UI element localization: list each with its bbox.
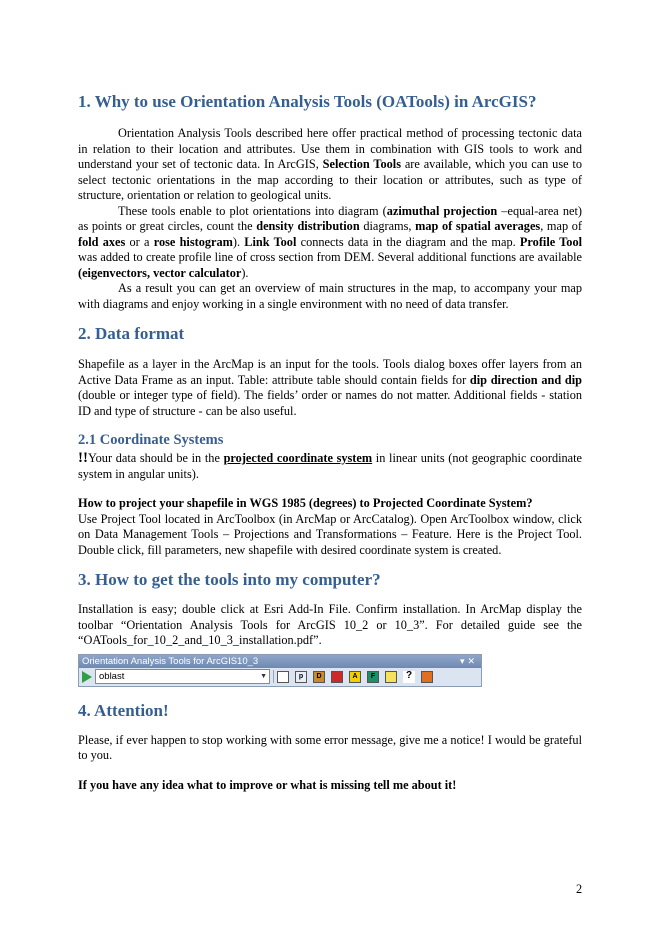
section-4-paragraph-2: If you have any idea what to improve or what is missing tell me about it! — [78, 777, 457, 792]
section-2-1-title: 2.1 Coordinate Systems — [78, 432, 224, 448]
section-1-paragraph-1: Orientation Analysis Tools described here offer practical method of processing tectonic data in relation to their location and attributes. Use them in combination with GIS tools to work and understand your set of tectonic data. In ArcGIS, Selection Tools are available, which you can use to select tectonic orientations in the map according to their location or attributes, such as type of structure, orientation or relation to geological units. — [78, 126, 582, 202]
link-icon — [421, 671, 433, 683]
toolbar-separator — [273, 670, 274, 683]
section-4-paragraph-1: Please, if ever happen to stop working with some error message, give me a notice! I would be grateful to you. — [78, 732, 582, 762]
toolbar-window-controls: ▾✕ — [459, 655, 478, 666]
density-icon — [331, 671, 343, 683]
green-arrow-icon — [82, 671, 92, 683]
section-3-paragraph: Installation is easy; double click at Esri Add-In File. Confirm installation. In ArcMap display the toolbar “Orientation Analysis Tools for ArcGIS 10_2 or 10_3”. For detailed guide see the “OATools_for_10_2_and_10_3_installation.pdf”. — [78, 602, 582, 647]
chevron-down-icon: ▼ — [260, 673, 267, 680]
blank-layer-icon — [277, 671, 289, 683]
section-1-paragraph-2: These tools enable to plot orientations into diagram (azimuthal projection –equal-area net) as points or great circles, count the density distribution diagrams, map of spatial averages, map of fold axes or a rose histogram). Link Tool connects data in the diagram and the map. Profile Tool was added to create profile line of cross section from DEM. Several additional functions are available (eigenvectors, vector calculator). — [78, 203, 583, 280]
help-icon: ? — [403, 671, 415, 683]
toolbar-title: Orientation Analysis Tools for ArcGIS10_3 — [82, 655, 259, 667]
toolbar-title-bar — [79, 655, 481, 668]
projection-answer: Use Project Tool located in ArcToolbox (in ArcMap or ArcCatalog). Open ArcToolbox window, click on Data Management Tools – Projections and Transformations – Feature. Here is the Project Tool. Double click, fill parameters, new shapefile with desired coordinate system is created. — [78, 511, 582, 557]
section-1-paragraph-3: As a result you can get an overview of main structures in the map, to accompany your map with diagrams and enjoy working in a single environment with no need of data transfer. — [78, 281, 582, 311]
fold-icon: F — [367, 671, 379, 683]
layer-combo: oblast ▼ — [95, 669, 270, 684]
projected-coordinate-system-term: projected coordinate system — [223, 451, 373, 465]
rose-icon — [385, 671, 397, 683]
section-4-title: 4. Attention! — [78, 700, 169, 720]
section-2-title: 2. Data format — [78, 324, 185, 343]
oatools-toolbar-screenshot — [78, 654, 482, 687]
section-2-1-paragraph: !!Your data should be in the projected coordinate system in linear units (not geographic coordinate system in angular units). — [78, 450, 582, 481]
profile-icon: p — [295, 671, 307, 683]
section-1-title: 1. Why to use Orientation Analysis Tools (OATools) in ArcGIS? — [78, 92, 537, 111]
double-exclamation: !! — [78, 450, 88, 466]
projection-question: How to project your shapefile in WGS 1985 (degrees) to Projected Coordinate System? — [78, 496, 533, 510]
page-content — [78, 92, 582, 793]
page-number: 2 — [576, 882, 583, 896]
toolbar-row — [79, 668, 481, 686]
toolbar-icons — [277, 671, 433, 683]
averages-icon: A — [349, 671, 361, 683]
section-2-paragraph: Shapefile as a layer in the ArcMap is an input for the tools. Tools dialog boxes offer layers from an Active Data Frame as an input. Table: attribute table should contain fields for dip direction and dip (double or integer type of field). The fields’ order or names do not matter. Additional fields - station ID and type of structure - can be also useful. — [78, 357, 582, 418]
section-3-title: 3. How to get the tools into my computer? — [78, 570, 381, 589]
diagram-icon: D — [313, 671, 325, 683]
